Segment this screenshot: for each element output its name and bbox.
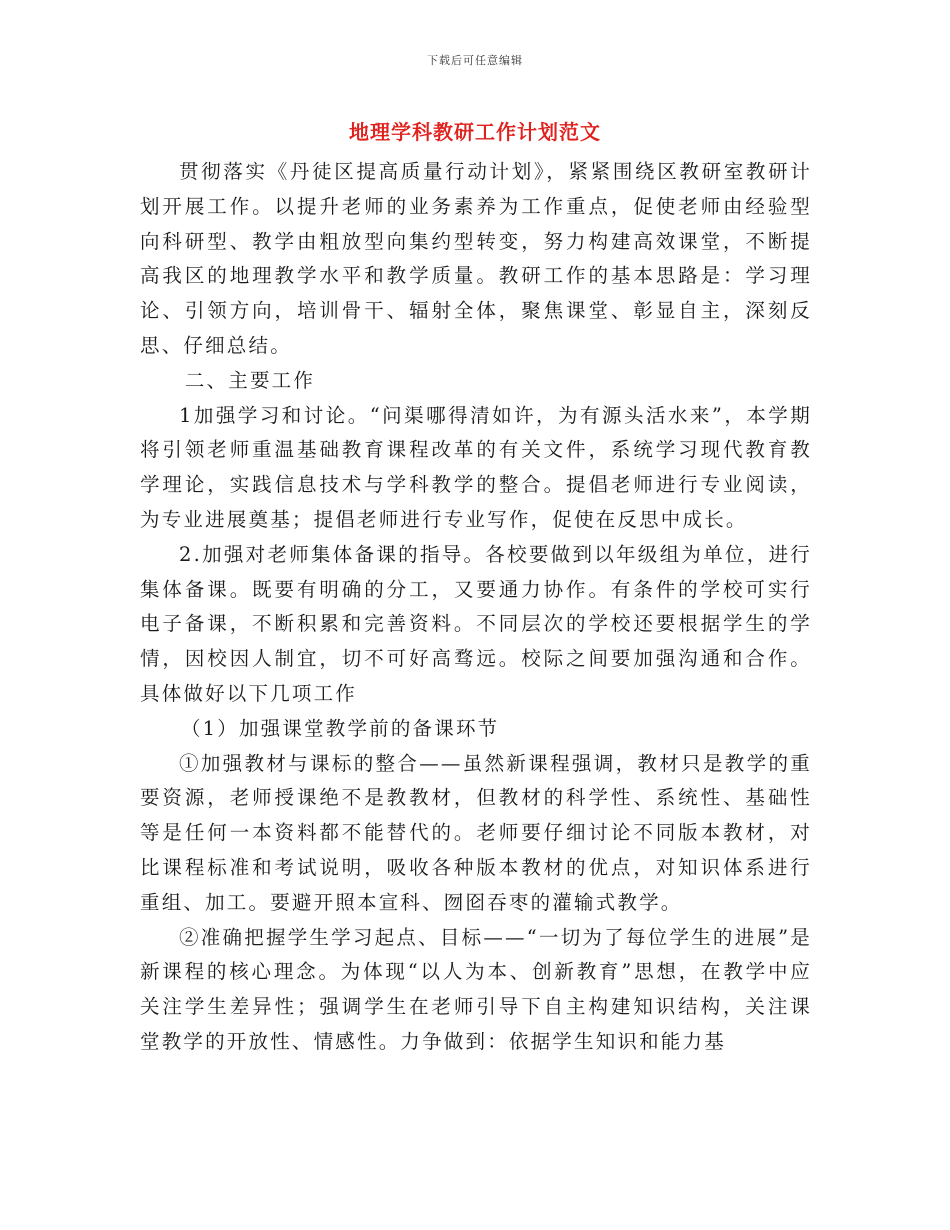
- page-header-note: 下载后可任意编辑: [427, 54, 523, 67]
- paragraph-learning-goals: ②准确把握学生学习起点、目标——“一切为了每位学生的进展”是新课程的核心理念。为体现“以人为本、创新教育”思想，在教学中应关注学生差异性；强调学生在老师引导下自主构建知识结构，关注课堂教学的开放性、情感性。力争做到：依据学生知识和能力基: [140, 925, 812, 1053]
- document-body: [140, 155, 812, 1060]
- paragraph-intro: 贯彻落实《丹徒区提高质量行动计划》，紧紧围绕区教研室教研计划开展工作。以提升老师的业务素养为工作重点，促使老师由经验型向科研型、教学由粗放型向集约型转变，努力构建高效课堂，不断提高我区的地理教学水平和教学质量。教研工作的基本思路是：学习理论、引领方向，培训骨干、辐射全体，聚焦课堂、彰显自主，深刻反思、仔细总结。: [140, 160, 812, 357]
- subheading-lesson-prep: （1）加强课堂教学前的备课环节: [180, 716, 500, 740]
- paragraph-study-research: 1加强学习和讨论。“问渠哪得清如许，为有源头活水来”，本学期将引领老师重温基础教育课程改革的有关文件，系统学习现代教育教学理论，实践信息技术与学科教学的整合。提倡老师进行专业阅读，为专业进展奠基；提倡老师进行专业写作，促使在反思中成长。: [140, 403, 812, 531]
- paragraph-collective-lesson-prep: 2.加强对老师集体备课的指导。各校要做到以年级组为单位，进行集体备课。既要有明确的分工，又要通力协作。有条件的学校可实行电子备课，不断积累和完善资料。不同层次的学校还要根据学生的学情，因校因人制宜，切不可好高骛远。校际之间要加强沟通和合作。具体做好以下几项工作: [140, 542, 812, 705]
- document-title: 地理学科教研工作计划范文: [349, 120, 601, 144]
- paragraph-textbook-integration: ①加强教材与课标的整合——虽然新课程强调，教材只是教学的重要资源，老师授课绝不是教教材，但教材的科学性、系统性、基础性等是任何一本资料都不能替代的。老师要仔细讨论不同版本教材，对比课程标准和考试说明，吸收各种版本教材的优点，对知识体系进行重组、加工。要避开照本宣科、囫囵吞枣的灌输式教学。: [140, 751, 812, 914]
- section-heading-main-work: 二、主要工作: [184, 368, 316, 392]
